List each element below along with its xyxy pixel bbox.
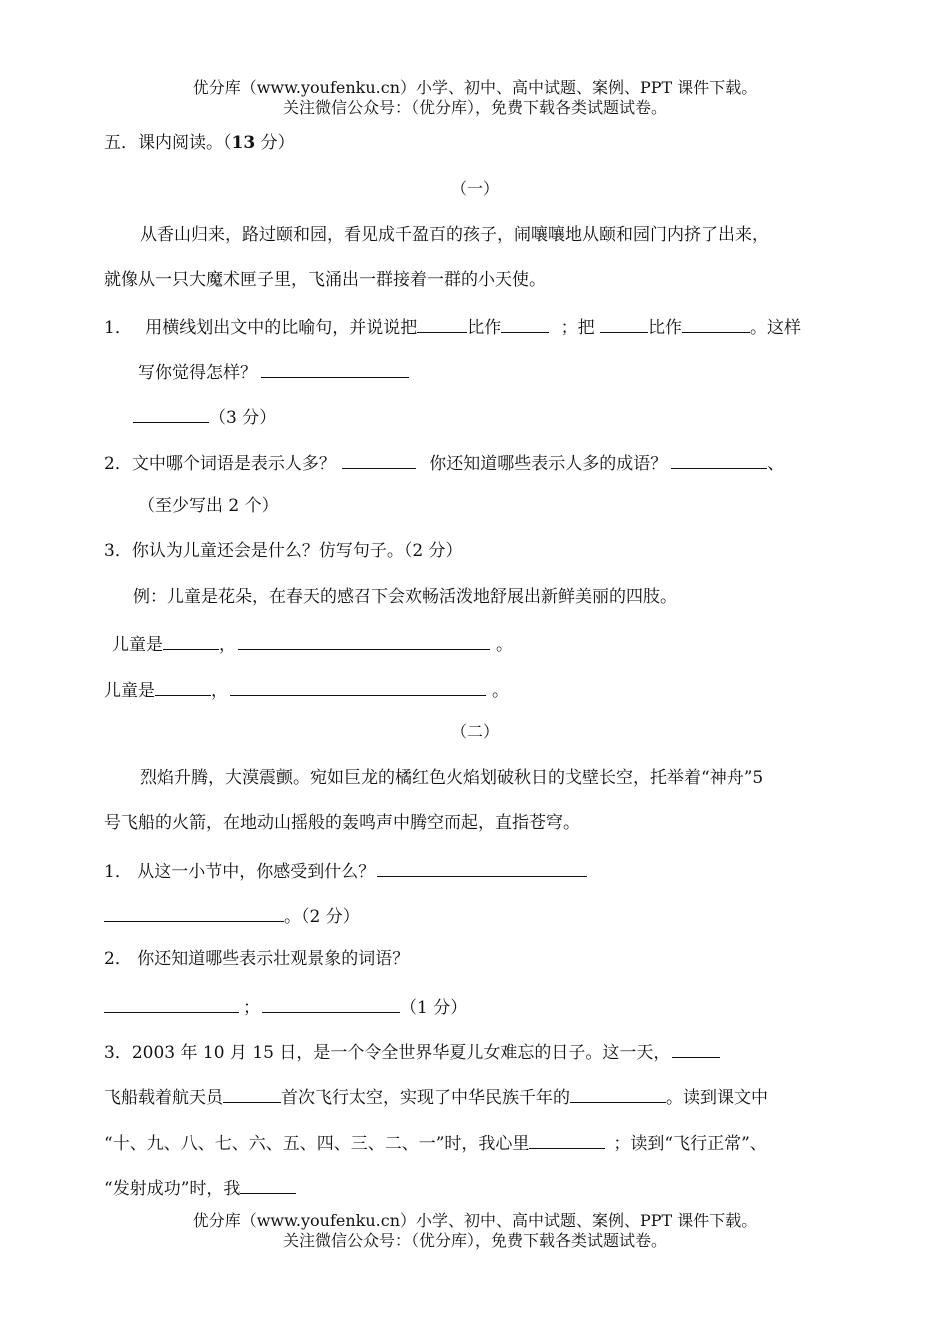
part2-question-1 bbox=[104, 858, 587, 883]
p2q3-text-f: “发射成功”时，我 bbox=[104, 1179, 241, 1199]
part1-question-1-line-3 bbox=[133, 404, 276, 429]
answer-blank[interactable] bbox=[133, 404, 209, 423]
answer-blank[interactable] bbox=[262, 994, 400, 1013]
answer-blank[interactable] bbox=[417, 314, 467, 333]
q1-text-a: 用横线划出文中的比喻句，并说说把 bbox=[145, 318, 418, 338]
answer-blank[interactable] bbox=[261, 359, 409, 378]
answer-blank[interactable] bbox=[600, 314, 648, 333]
answer-blank[interactable] bbox=[104, 994, 239, 1013]
p2q2-score: （1 分） bbox=[400, 998, 468, 1018]
part2-question-1-line-2 bbox=[104, 903, 360, 928]
answer-blank[interactable] bbox=[223, 1084, 281, 1103]
answer-blank[interactable] bbox=[342, 450, 416, 469]
part1-heading: （一） bbox=[450, 179, 499, 198]
comma: ， bbox=[219, 635, 236, 655]
part1-question-3: 3．你认为儿童还会是什么？仿写句子。（2 分） bbox=[104, 541, 463, 561]
part2-question-2: 2． 你还知道哪些表示壮观景象的词语？ bbox=[104, 949, 410, 969]
answer-blank[interactable] bbox=[672, 1039, 720, 1058]
p2q3-text-d: “十、九、八、七、六、五、四、三、二、一”时，我心里 bbox=[104, 1134, 530, 1154]
q1-line2-text: 写你觉得怎样？ bbox=[138, 363, 257, 383]
answer-prefix: 儿童是 bbox=[112, 635, 163, 655]
p2q1-score: 。（2 分） bbox=[284, 907, 360, 927]
part1-answer-line-2 bbox=[104, 677, 509, 702]
p2q3-text-e: ；读到“飞行正常”、 bbox=[613, 1134, 767, 1154]
part1-question-2-line-2: （至少写出 2 个） bbox=[138, 496, 279, 516]
answer-blank[interactable] bbox=[570, 1084, 666, 1103]
q2-text-a: 文中哪个词语是表示人多？ bbox=[131, 454, 336, 474]
answer-blank[interactable] bbox=[671, 450, 767, 469]
period: 。 bbox=[492, 681, 509, 701]
answer-blank[interactable] bbox=[377, 858, 587, 877]
part2-question-3 bbox=[104, 1039, 720, 1064]
part1-example: 例：儿童是花朵，在春天的感召下会欢畅活泼地舒展出新鲜美丽的四肢。 bbox=[133, 587, 677, 607]
section-title bbox=[104, 132, 295, 154]
answer-blank[interactable] bbox=[529, 1130, 605, 1149]
answer-prefix: 儿童是 bbox=[104, 681, 155, 701]
period: 。 bbox=[496, 635, 513, 655]
part1-question-1-line-2 bbox=[138, 359, 409, 384]
part1-paragraph-line-1: 从香山归来，路过颐和园，看见成千盈百的孩子，闹嚷嚷地从颐和园门内挤了出来， bbox=[140, 225, 769, 245]
part2-heading: （二） bbox=[450, 722, 499, 741]
q2-text-c: 、 bbox=[767, 454, 785, 474]
part2-question-3-line-2 bbox=[104, 1084, 768, 1109]
q1-text-e: 。这样 bbox=[750, 318, 802, 338]
answer-blank[interactable] bbox=[240, 1175, 296, 1194]
answer-blank[interactable] bbox=[238, 631, 490, 650]
p2q3-text-a: 飞船载着航天员 bbox=[104, 1088, 223, 1108]
section-score: 13 bbox=[231, 133, 256, 153]
q2-text-b: 你还知道哪些表示人多的成语？ bbox=[429, 454, 668, 474]
answer-blank[interactable] bbox=[104, 903, 284, 922]
part1-question-2 bbox=[104, 450, 784, 475]
part2-question-3-line-4 bbox=[104, 1175, 296, 1200]
q1-number: 1． bbox=[104, 318, 132, 338]
part2-question-2-line-2 bbox=[104, 994, 467, 1019]
footer-line-2: 关注微信公众号：（优分库），免费下载各类试题试卷。 bbox=[282, 1231, 667, 1250]
semicolon: ； bbox=[243, 998, 260, 1018]
p2q3-text-c: 。读到课文中 bbox=[666, 1088, 768, 1108]
header-line-1: 优分库（www.youfenku.cn）小学、初中、高中试题、案例、PPT 课件下载。 bbox=[192, 78, 758, 97]
header-line-2: 关注微信公众号：（优分库），免费下载各类试题试卷。 bbox=[282, 98, 667, 117]
comma: ， bbox=[211, 681, 228, 701]
footer-line-1: 优分库（www.youfenku.cn）小学、初中、高中试题、案例、PPT 课件下载。 bbox=[192, 1211, 758, 1230]
q1-text-b: 比作 bbox=[467, 318, 502, 338]
answer-blank[interactable] bbox=[682, 314, 750, 333]
p2q3-text: 3．2003 年 10 月 15 日，是一个令全世界华夏儿女难忘的日子。这一天， bbox=[104, 1043, 671, 1063]
part1-paragraph-line-2: 就像从一只大魔术匣子里，飞涌出一群接着一群的小天使。 bbox=[104, 270, 546, 290]
q1-text-d: 比作 bbox=[648, 318, 683, 338]
answer-blank[interactable] bbox=[155, 677, 211, 696]
part1-answer-line-1 bbox=[112, 631, 513, 656]
part2-paragraph-line-2: 号飞船的火箭，在地动山摇般的轰鸣声中腾空而起，直指苍穹。 bbox=[104, 813, 580, 833]
q2-number: 2． bbox=[104, 454, 132, 474]
p2q1-text: 1． 从这一小节中，你感受到什么？ bbox=[104, 862, 376, 882]
part2-paragraph-line-1: 烈焰升腾，大漠震颤。宛如巨龙的橘红色火焰划破秋日的戈壁长空，托举着“神舟”5 bbox=[140, 768, 764, 788]
answer-blank[interactable] bbox=[501, 314, 549, 333]
part2-question-3-line-3 bbox=[104, 1130, 767, 1155]
section-title-suffix: 分） bbox=[255, 133, 295, 153]
q1-text-c: ；把 bbox=[560, 318, 601, 338]
part1-question-1 bbox=[104, 314, 801, 339]
q1-score: （3 分） bbox=[209, 408, 277, 428]
answer-blank[interactable] bbox=[230, 677, 486, 696]
answer-blank[interactable] bbox=[163, 631, 219, 650]
p2q3-text-b: 首次飞行太空，实现了中华民族千年的 bbox=[281, 1088, 570, 1108]
section-title-prefix: 五．课内阅读。（ bbox=[104, 133, 232, 153]
